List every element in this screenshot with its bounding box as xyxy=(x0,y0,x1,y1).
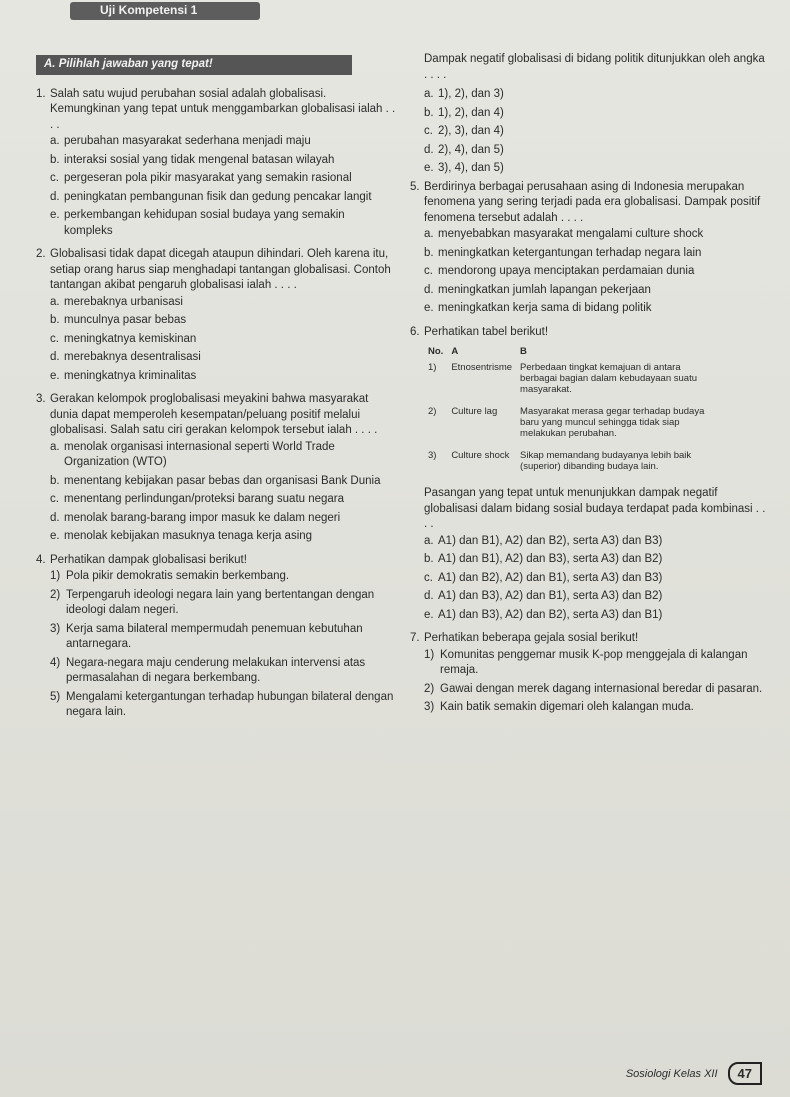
question-stem xyxy=(410,325,770,341)
option-letter: b. xyxy=(424,246,434,259)
question-number: 1. xyxy=(36,87,46,100)
options xyxy=(50,569,396,721)
question-2 xyxy=(36,247,396,384)
option-letter: c. xyxy=(50,332,59,345)
option-letter: d. xyxy=(424,283,434,296)
option-letter: c. xyxy=(424,265,433,277)
option-text: A1) dan B1), A2) dan B2), serta A3) dan B3) xyxy=(438,534,663,547)
option-text: interaksi sosial yang tidak mengenal batasan wilayah xyxy=(64,153,335,166)
question-stem xyxy=(36,392,396,439)
sub-item xyxy=(50,622,396,653)
option-text: pergeseran pola pikir masyarakat yang semakin rasional xyxy=(64,172,352,184)
option-text: 2), 3), dan 4) xyxy=(438,125,504,137)
sub-item xyxy=(424,682,770,698)
question-6-prompt: Pasangan yang tepat untuk menunjukkan dampak negatif globalisasi dalam bidang sosial budaya terdapat pada kombinasi . . . . xyxy=(424,487,766,530)
options xyxy=(424,534,770,624)
table-header: B xyxy=(520,346,527,357)
question-text: Gerakan kelompok proglobalisasi meyakini bahwa masyarakat dunia dapat memperoleh kesempatan/peluang positif melalui globalisasi. Salah satu ciri gerakan kelompok tersebut ialah . . . . xyxy=(50,393,378,436)
table-cell: Perbedaan tingkat kemajuan di antara berbagai bagian dalam kebudayaan suatu masyarakat. xyxy=(520,362,697,395)
sub-item xyxy=(424,700,770,716)
answer-option xyxy=(50,440,396,471)
option-letter: e. xyxy=(50,530,60,542)
answer-option xyxy=(424,87,770,103)
option-letter: b. xyxy=(424,106,434,119)
option-letter: 3) xyxy=(424,701,435,713)
question-text: Perhatikan beberapa gejala sosial berikut! xyxy=(424,632,639,644)
answer-option xyxy=(50,511,396,527)
question-stem xyxy=(410,180,770,227)
options xyxy=(424,648,770,716)
question-stem xyxy=(410,631,770,647)
table-cell: 3) xyxy=(428,450,437,461)
answer-option xyxy=(424,589,770,605)
option-letter: 5) xyxy=(50,690,61,703)
option-letter: a. xyxy=(424,88,434,100)
option-letter: 4) xyxy=(50,656,61,669)
sub-item xyxy=(424,648,770,679)
question-number: 2. xyxy=(36,248,46,260)
question-number: 3. xyxy=(36,393,46,405)
option-text: Pola pikir demokratis semakin berkembang. xyxy=(66,570,290,582)
options xyxy=(50,440,396,545)
option-text: menentang kebijakan pasar bebas dan organisasi Bank Dunia xyxy=(64,474,381,487)
answer-option xyxy=(424,301,770,317)
answer-option xyxy=(424,161,770,177)
sub-item xyxy=(50,690,396,721)
option-text: Komunitas penggemar musik K-pop menggejala di kalangan remaja. xyxy=(440,648,748,676)
answer-option xyxy=(424,227,770,243)
option-letter: e. xyxy=(50,209,60,221)
question-text: Salah satu wujud perubahan sosial adalah globalisasi. Kemungkinan yang tepat untuk menggambarkan globalisasi ialah . . . . xyxy=(50,87,396,131)
answer-option xyxy=(424,552,770,568)
option-text: A1) dan B1), A2) dan B3), serta A3) dan B2) xyxy=(438,553,663,565)
question-text: Perhatikan tabel berikut! xyxy=(424,325,549,338)
answer-option xyxy=(424,106,770,122)
option-letter: d. xyxy=(50,351,60,363)
chapter-banner xyxy=(70,2,260,20)
question-text: Perhatikan dampak globalisasi berikut! xyxy=(50,553,247,566)
option-text: menyebabkan masyarakat mengalami culture shock xyxy=(438,228,704,240)
option-letter: 3) xyxy=(50,622,61,635)
table-cell: 1) xyxy=(428,362,437,373)
left-column xyxy=(36,55,396,729)
sub-item xyxy=(50,656,396,687)
option-text: A1) dan B3), A2) dan B2), serta A3) dan B1) xyxy=(438,608,663,621)
answer-option xyxy=(424,534,770,550)
option-letter: d. xyxy=(424,590,434,602)
question-6 xyxy=(410,325,770,624)
option-letter: a. xyxy=(424,228,434,240)
option-letter: d. xyxy=(424,143,434,156)
option-text: 1), 2), dan 3) xyxy=(438,88,504,100)
table-cell: Etnosentrisme xyxy=(451,362,513,373)
table-cell: Culture shock xyxy=(451,450,510,461)
option-text: merebaknya urbanisasi xyxy=(64,295,183,308)
left-questions xyxy=(36,87,396,721)
answer-option xyxy=(50,208,396,239)
option-text: peningkatan pembangunan fisik dan gedung pencakar langit xyxy=(64,190,372,203)
answer-option xyxy=(424,571,770,587)
option-text: meningkatnya kemiskinan xyxy=(64,332,197,345)
option-text: A1) dan B3), A2) dan B1), serta A3) dan B2) xyxy=(438,590,663,602)
option-letter: b. xyxy=(424,553,434,565)
option-text: meningkatkan ketergantungan terhadap negara lain xyxy=(438,246,702,259)
page-footer xyxy=(626,1062,762,1085)
option-text: Kain batik semakin digemari oleh kalangan muda. xyxy=(440,701,694,713)
answer-option xyxy=(424,246,770,262)
option-letter: d. xyxy=(50,511,60,524)
question-5 xyxy=(410,180,770,317)
options xyxy=(424,227,770,317)
option-letter: 2) xyxy=(424,682,435,695)
answer-option xyxy=(424,264,770,280)
answer-option xyxy=(424,124,770,140)
question-stem xyxy=(36,87,396,134)
answer-option xyxy=(50,134,396,150)
concept-table xyxy=(424,344,724,480)
question-stem xyxy=(36,553,396,569)
table-cell: Culture lag xyxy=(451,406,498,417)
option-text: meningkatkan jumlah lapangan pekerjaan xyxy=(438,283,651,296)
option-text: 3), 4), dan 5) xyxy=(438,162,504,174)
option-letter: a. xyxy=(50,295,60,308)
answer-option xyxy=(424,608,770,624)
option-letter: c. xyxy=(50,493,59,505)
sub-item xyxy=(50,569,396,585)
answer-option xyxy=(50,295,396,311)
question-4 xyxy=(36,553,396,721)
option-letter: c. xyxy=(424,125,433,137)
table-row xyxy=(424,447,724,480)
page-number: 47 xyxy=(728,1062,762,1085)
table-cell: Sikap memandang budayanya lebih baik (superior) dibanding budaya lain. xyxy=(520,450,692,472)
option-text: menolak organisasi internasional seperti World Trade Organization (WTO) xyxy=(64,440,335,468)
option-letter: e. xyxy=(424,608,434,621)
option-text: Kerja sama bilateral mempermudah penemuan kebutuhan antarnegara. xyxy=(66,622,363,650)
option-text: perubahan masyarakat sederhana menjadi maju xyxy=(64,135,311,147)
answer-option xyxy=(50,529,396,545)
answer-option xyxy=(424,283,770,299)
right-column xyxy=(410,52,770,724)
section-heading: A. Pilihlah jawaban yang tepat! xyxy=(36,55,352,75)
answer-option xyxy=(50,492,396,508)
option-letter: e. xyxy=(424,302,434,314)
answer-option xyxy=(50,313,396,329)
answer-option xyxy=(50,369,396,385)
option-text: merebaknya desentralisasi xyxy=(64,351,201,363)
option-text: mendorong upaya menciptakan perdamaian dunia xyxy=(438,265,695,277)
answer-option xyxy=(50,171,396,187)
option-letter: c. xyxy=(50,172,59,184)
option-letter: e. xyxy=(50,369,60,382)
answer-option xyxy=(50,350,396,366)
option-text: munculnya pasar bebas xyxy=(64,314,187,326)
question-number: 5. xyxy=(410,180,420,193)
option-letter: 2) xyxy=(50,588,61,601)
q4-continuation: Dampak negatif globalisasi di bidang politik ditunjukkan oleh angka . . . . xyxy=(424,53,765,81)
option-text: menolak barang-barang impor masuk ke dalam negeri xyxy=(64,511,341,524)
answer-option xyxy=(50,190,396,206)
option-text: 2), 4), dan 5) xyxy=(438,143,504,156)
question-stem xyxy=(36,247,396,294)
question-text: Globalisasi tidak dapat dicegah ataupun dihindari. Oleh karena itu, setiap orang harus siap menghadapi tantangan globalisasi. Contoh tantangan akibat pengaruh globalisasi ialah . . . . xyxy=(50,248,391,291)
option-text: meningkatkan kerja sama di bidang politik xyxy=(438,302,652,314)
option-letter: 1) xyxy=(424,648,435,661)
table-cell: 2) xyxy=(428,406,437,417)
question-number: 7. xyxy=(410,632,420,644)
option-text: perkembangan kehidupan sosial budaya yang semakin kompleks xyxy=(64,209,345,237)
answer-option xyxy=(50,153,396,169)
option-letter: b. xyxy=(50,474,60,487)
option-letter: c. xyxy=(424,571,433,584)
question-number: 4. xyxy=(36,553,46,566)
question-3 xyxy=(36,392,396,545)
question-number: 6. xyxy=(410,325,420,338)
question-text: Berdirinya berbagai perusahaan asing di Indonesia merupakan fenomena yang sering terjadi pada era globalisasi. Dampak positif fenomena tersebut adalah . . . . xyxy=(424,180,761,224)
option-text: Terpengaruh ideologi negara lain yang bertentangan dengan ideologi dalam negeri. xyxy=(66,588,375,616)
q4-options xyxy=(424,87,770,177)
question-7 xyxy=(410,631,770,716)
table-cell: Masyarakat merasa gegar terhadap budaya baru yang muncul sehingga tidak siap melakukan perubahan. xyxy=(520,406,705,439)
option-text: Mengalami ketergantungan terhadap hubungan bilateral dengan negara lain. xyxy=(66,690,394,718)
option-letter: d. xyxy=(50,190,60,203)
answer-option xyxy=(50,474,396,490)
table-row xyxy=(424,403,724,447)
options xyxy=(50,134,396,239)
chapter-title: Uji Kompetensi 1 xyxy=(100,3,198,17)
option-letter: a. xyxy=(424,534,434,547)
option-letter: 1) xyxy=(50,570,61,582)
options xyxy=(50,295,396,385)
option-letter: b. xyxy=(50,314,60,326)
table-header: No. xyxy=(428,346,444,357)
option-text: meningkatnya kriminalitas xyxy=(64,369,197,382)
option-text: Negara-negara maju cenderung melakukan intervensi atas permasalahan di negara berkembang. xyxy=(66,656,366,684)
sub-item xyxy=(50,588,396,619)
answer-option xyxy=(50,332,396,348)
option-text: Gawai dengan merek dagang internasional beredar di pasaran. xyxy=(440,682,763,695)
option-text: A1) dan B2), A2) dan B1), serta A3) dan B3) xyxy=(438,571,663,584)
table-header: A xyxy=(451,346,459,357)
answer-option xyxy=(424,143,770,159)
option-text: menolak kebijakan masuknya tenaga kerja asing xyxy=(64,530,313,542)
option-letter: b. xyxy=(50,153,60,166)
question-1 xyxy=(36,87,396,240)
option-letter: a. xyxy=(50,135,60,147)
table-row xyxy=(424,359,724,403)
option-letter: e. xyxy=(424,162,434,174)
option-text: 1), 2), dan 4) xyxy=(438,106,504,119)
book-title: Sosiologi Kelas XII xyxy=(625,1067,718,1080)
option-letter: a. xyxy=(50,440,60,453)
option-text: menentang perlindungan/proteksi barang suatu negara xyxy=(64,493,345,505)
